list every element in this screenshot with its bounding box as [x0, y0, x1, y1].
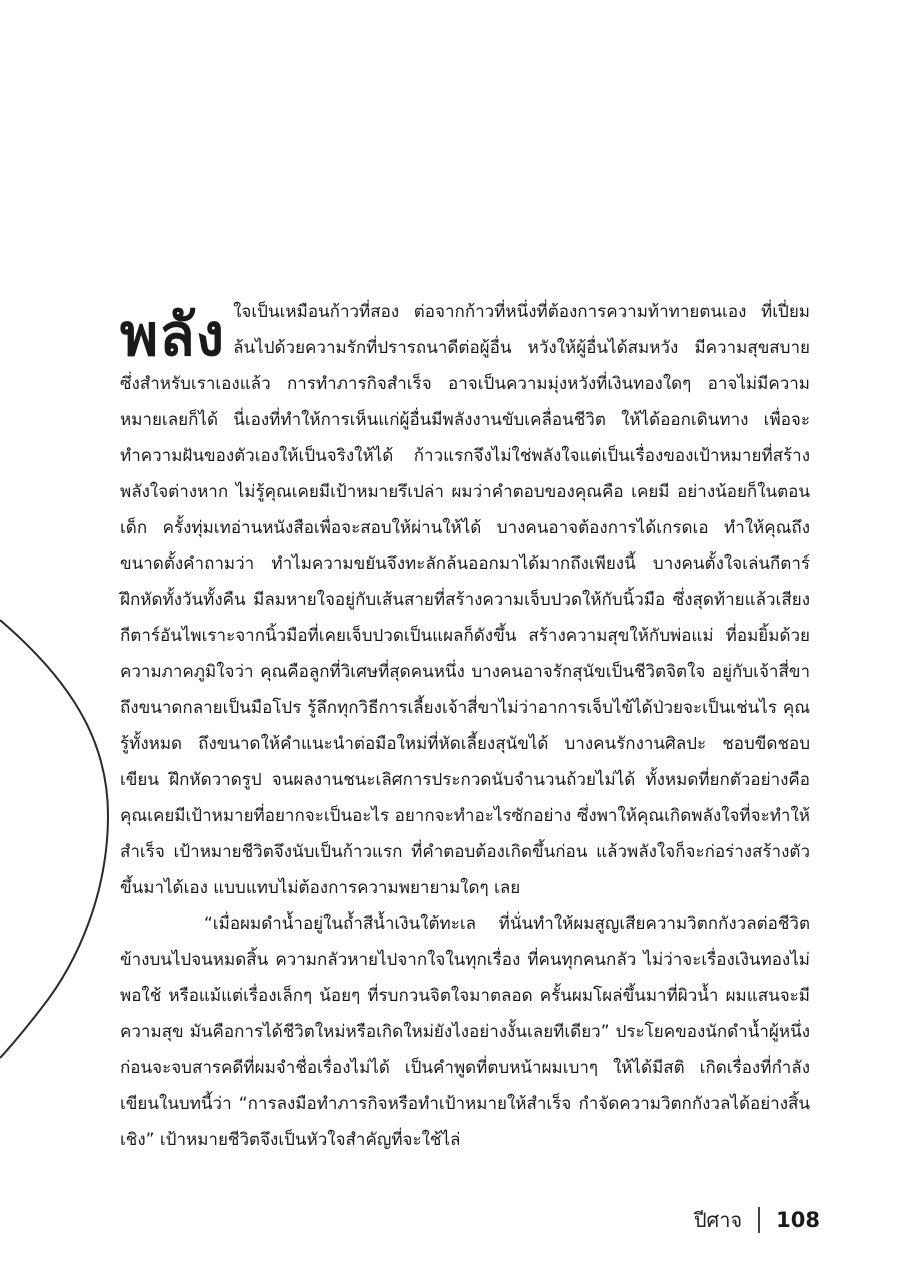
quote-paragraph-text: “เมื่อผมดำน้ำอยู่ในถ้ำสีน้ำเงินใต้ทะเล ที่นั่นทำให้ผมสูญเสียความวิตกกังวลต่อชีวิตข้างบนไปจนหมดสิ้น ความกลัวหายไปจากใจในทุกเรื่อง ที่คนทุกคนกลัว ไม่ว่าจะเรื่องเงินทองไม่พอใช้ หรือแม้แต่เรื่องเล็กๆ น้อยๆ ที่รบกวนจิตใจมาตลอด ครั้นผมโผล่ขึ้นมาที่ผิวน้ำ ผมแสนจะมีความสุข มันคือการได้ชีวิตใหม่หรือเกิดใหม่ยังไงอย่างงั้นเลยทีเดียว” ประโยคของนักดำน้ำผู้หนึ่งก่อนจะจบสารคดีที่ผมจำชื่อเรื่องไม่ได้ เป็นคำพูดที่ตบหน้าผมเบาๆ ให้ได้มีสติ เกิดเรื่องที่กำลังเขียนในบทนี้ว่า “การลงมือทำภารกิจหรือทำเป้าหมายให้สำเร็จ กำจัดความวิตกกังวลได้อย่างสิ้นเชิง” เป้าหมายชีวิตจึงเป็นหัวใจสำคัญที่จะใช้ไล่ — [120, 914, 810, 1150]
drop-cap: พลัง — [120, 301, 226, 369]
quote-paragraph — [120, 906, 810, 1158]
page-number: 108 — [776, 1208, 820, 1232]
opening-paragraph-text: ใจเป็นเหมือนก้าวที่สอง ต่อจากก้าวที่หนึ่งที่ต้องการความท้าทายตนเอง ที่เปี่ยมล้นไปด้วยความรักที่ปรารถนาดีต่อผู้อื่น หวังให้ผู้อื่นได้สมหวัง มีความสุขสบาย ซึ่งสำหรับเราเองแล้ว การทำภารกิจสำเร็จ อาจเป็นความมุ่งหวังที่เงินทองใดๆ อาจไม่มีความหมายเลยก็ได้ นี่เองที่ทำให้การเห็นแก่ผู้อื่นมีพลังงานขับเคลื่อนชีวิต ให้ได้ออกเดินทาง เพื่อจะทำความฝันของตัวเองให้เป็นจริงให้ได้ ก้าวแรกจึงไม่ใช่พลังใจแต่เป็นเรื่องของเป้าหมายที่สร้างพลังใจต่างหาก ไม่รู้คุณเคยมีเป้าหมายรึเปล่า ผมว่าคำตอบของคุณคือ เคยมี อย่างน้อยก็ในตอนเด็ก ครั้งทุ่มเทอ่านหนังสือเพื่อจะสอบให้ผ่านให้ได้ บางคนอาจต้องการได้เกรดเอ ทำให้คุณถึงขนาดตั้งคำถามว่า ทำไมความขยันจึงทะลักล้นออกมาได้มากถึงเพียงนี้ บางคนตั้งใจเล่นกีตาร์ ฝึกหัดทั้งวันทั้งคืน มีลมหายใจอยู่กับเส้นสายที่สร้างความเจ็บปวดให้กับนิ้วมือ ซึ่งสุดท้ายแล้วเสียงกีตาร์อันไพเราะจากนิ้วมือที่เคยเจ็บปวดเป็นแผลก็ดังขึ้น สร้างความสุขให้กับพ่อแม่ ที่อมยิ้มด้วยความภาคภูมิใจว่า คุณคือลูกที่วิเศษที่สุดคนหนึ่ง บางคนอาจรักสุนัขเป็นชีวิตจิตใจ อยู่กับเจ้าสี่ขาถึงขนาดกลายเป็นมือโปร รู้ลึกทุกวิธีการเลี้ยงเจ้าสี่ขาไม่ว่าอาการเจ็บไข้ได้ป่วยจะเป็นเช่นไร คุณรู้ทั้งหมด ถึงขนาดให้คำแนะนำต่อมือใหม่ที่หัดเลี้ยงสุนัขได้ บางคนรักงานศิลปะ ชอบขีดชอบเขียน ฝึกหัดวาดรูป จนผลงานชนะเลิศการประกวดนับจำนวนถ้วยไม่ได้ ทั้งหมดที่ยกตัวอย่างคือคุณเคยมีเป้าหมายที่อยากจะเป็นอะไร อยากจะทำอะไรซักอย่าง ซึ่งพาให้คุณเกิดพลังใจที่จะทำให้สำเร็จ เป้าหมายชีวิตจึงนับเป็นก้าวแรก ที่คำตอบต้องเกิดขึ้นก่อน แล้วพลังใจก็จะก่อร่างสร้างตัวขึ้นมาได้เอง แบบแทบไม่ต้องการความพยายามใดๆ เลย — [120, 302, 810, 898]
opening-paragraph — [120, 294, 810, 906]
footer-divider — [758, 1207, 760, 1233]
page-footer — [694, 1204, 820, 1236]
article-body — [120, 294, 810, 1158]
section-name: ปีศาจ — [693, 1208, 743, 1232]
decorative-curve — [0, 560, 120, 1080]
